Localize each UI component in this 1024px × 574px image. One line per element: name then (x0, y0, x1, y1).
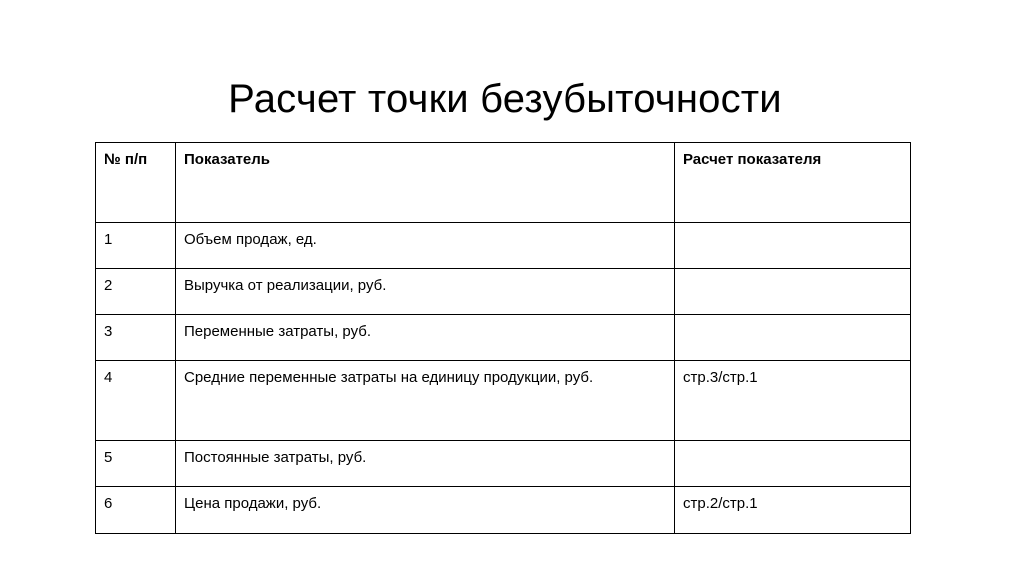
indicator-cell: Цена продажи, руб. (176, 487, 675, 534)
table-row (96, 269, 911, 315)
calculation-cell (675, 441, 911, 487)
indicator-cell: Переменные затраты, руб. (176, 315, 675, 361)
row-number-cell: 1 (96, 223, 176, 269)
indicator-cell: Объем продаж, ед. (176, 223, 675, 269)
table-row (96, 441, 911, 487)
indicator-cell: Выручка от реализации, руб. (176, 269, 675, 315)
page-title: Расчет точки безубыточности (228, 76, 782, 121)
column-header-indicator: Показатель (176, 143, 675, 223)
table-header-row (96, 143, 911, 223)
calculation-cell: стр.2/стр.1 (675, 487, 911, 534)
indicator-cell: Средние переменные затраты на единицу продукции, руб. (176, 361, 675, 441)
table-row (96, 223, 911, 269)
table-row (96, 361, 911, 441)
table-row (96, 315, 911, 361)
calculation-cell: стр.3/стр.1 (675, 361, 911, 441)
calculation-cell (675, 223, 911, 269)
table-row (96, 487, 911, 534)
row-number-cell: 6 (96, 487, 176, 534)
row-number-cell: 4 (96, 361, 176, 441)
row-number-cell: 2 (96, 269, 176, 315)
row-number-cell: 5 (96, 441, 176, 487)
calculation-cell (675, 315, 911, 361)
column-header-number: № п/п (96, 143, 176, 223)
indicator-cell: Постоянные затраты, руб. (176, 441, 675, 487)
column-header-calculation: Расчет показателя (675, 143, 911, 223)
calculation-cell (675, 269, 911, 315)
row-number-cell: 3 (96, 315, 176, 361)
indicators-table (95, 142, 911, 534)
